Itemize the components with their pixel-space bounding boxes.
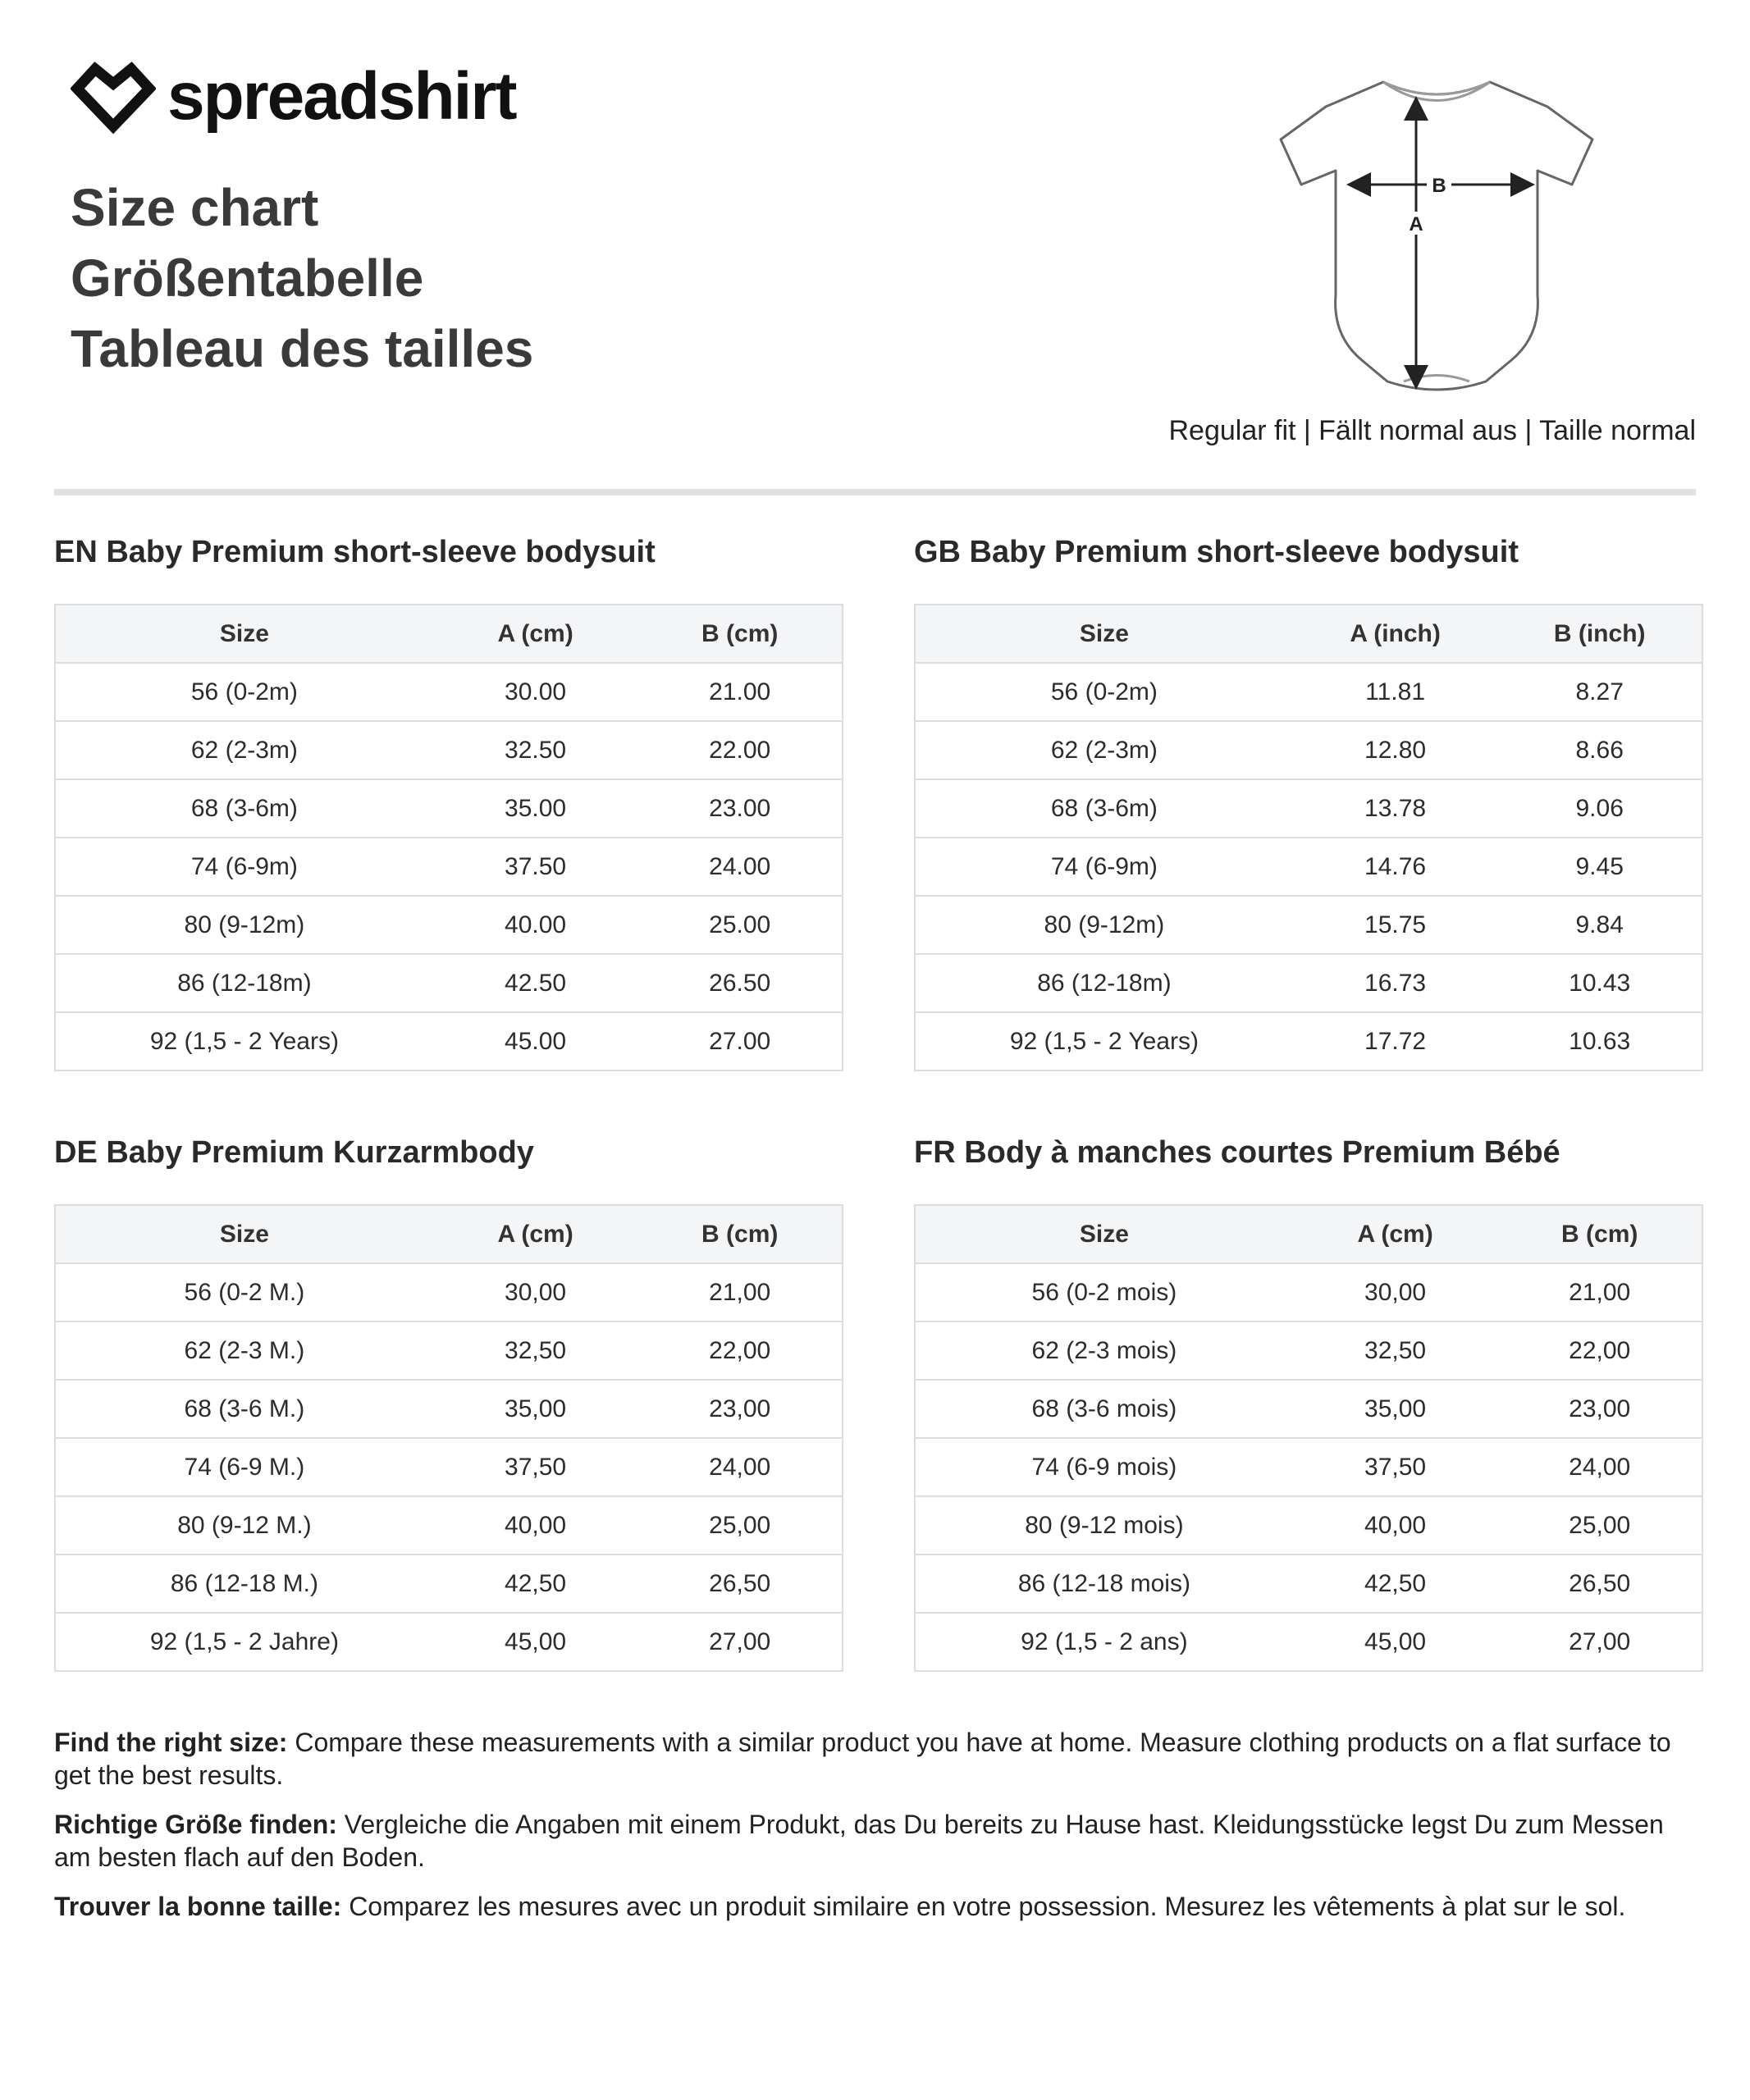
brand-logo xyxy=(71,59,516,135)
cell: 86 (12-18m) xyxy=(915,954,1293,1012)
cell: 68 (3-6m) xyxy=(55,779,433,838)
table-row xyxy=(915,838,1702,896)
cell: 56 (0-2 M.) xyxy=(55,1263,433,1322)
cell: 27,00 xyxy=(637,1613,843,1671)
col-header: B (cm) xyxy=(637,605,843,663)
cell: 22,00 xyxy=(1497,1322,1702,1380)
table-row xyxy=(915,1012,1702,1071)
cell: 24,00 xyxy=(1497,1438,1702,1496)
cell: 22,00 xyxy=(637,1322,843,1380)
col-header: B (cm) xyxy=(637,1205,843,1263)
note-en xyxy=(54,1726,1695,1792)
title-de: Größentabelle xyxy=(71,249,424,308)
cell: 26,50 xyxy=(637,1554,843,1613)
cell: 42.50 xyxy=(433,954,638,1012)
cell: 17.72 xyxy=(1293,1012,1498,1071)
cell: 40,00 xyxy=(433,1496,638,1554)
table-row xyxy=(915,1322,1702,1380)
table-row xyxy=(55,1263,843,1322)
cell: 74 (6-9 M.) xyxy=(55,1438,433,1496)
table-title-fr: FR Body à manches courtes Premium Bébé xyxy=(914,1135,1560,1170)
table-row xyxy=(55,1496,843,1554)
cell: 11.81 xyxy=(1293,663,1498,721)
fit-text: Regular fit | Fällt normal aus | Taille normal xyxy=(1168,415,1696,446)
cell: 25.00 xyxy=(637,896,843,954)
cell: 30,00 xyxy=(1293,1263,1498,1322)
cell: 68 (3-6 M.) xyxy=(55,1380,433,1438)
cell: 15.75 xyxy=(1293,896,1498,954)
table-row xyxy=(55,1380,843,1438)
cell: 74 (6-9m) xyxy=(915,838,1293,896)
cell: 9.45 xyxy=(1497,838,1702,896)
cell: 30.00 xyxy=(433,663,638,721)
cell: 92 (1,5 - 2 Years) xyxy=(915,1012,1293,1071)
table-row xyxy=(915,896,1702,954)
table-row xyxy=(55,896,843,954)
table-row xyxy=(55,954,843,1012)
cell: 62 (2-3m) xyxy=(915,721,1293,779)
cell: 23,00 xyxy=(637,1380,843,1438)
cell: 86 (12-18 M.) xyxy=(55,1554,433,1613)
note-text: Vergleiche die Angaben mit einem Produkt, das Du bereits zu Hause hast. Kleidungsstücke legst Du zum Messen am besten flach auf den Boden. xyxy=(54,1810,1664,1872)
cell: 86 (12-18 mois) xyxy=(915,1554,1293,1613)
cell: 10.63 xyxy=(1497,1012,1702,1071)
cell: 74 (6-9 mois) xyxy=(915,1438,1293,1496)
table-row xyxy=(55,838,843,896)
cell: 10.43 xyxy=(1497,954,1702,1012)
cell: 32,50 xyxy=(433,1322,638,1380)
cell: 22.00 xyxy=(637,721,843,779)
cell: 80 (9-12m) xyxy=(915,896,1293,954)
col-header: Size xyxy=(915,605,1293,663)
title-fr: Tableau des tailles xyxy=(71,319,534,378)
table-row xyxy=(55,1012,843,1071)
note-text: Comparez les mesures avec un produit similaire en votre possession. Mesurez les vêtements à plat sur le sol. xyxy=(341,1892,1626,1921)
cell: 26.50 xyxy=(637,954,843,1012)
cell: 23.00 xyxy=(637,779,843,838)
brand-name: spreadshirt xyxy=(167,59,516,134)
cell: 21.00 xyxy=(637,663,843,721)
col-header: A (inch) xyxy=(1293,605,1498,663)
table-row xyxy=(915,721,1702,779)
cell: 62 (2-3 mois) xyxy=(915,1322,1293,1380)
cell: 56 (0-2 mois) xyxy=(915,1263,1293,1322)
cell: 56 (0-2m) xyxy=(55,663,433,721)
table-row xyxy=(55,779,843,838)
col-header: Size xyxy=(915,1205,1293,1263)
table-row xyxy=(915,954,1702,1012)
cell: 35.00 xyxy=(433,779,638,838)
table-row xyxy=(55,721,843,779)
label-b: B xyxy=(1432,175,1446,197)
table-row xyxy=(915,779,1702,838)
table-row xyxy=(55,1438,843,1496)
table-row xyxy=(915,1554,1702,1613)
cell: 24,00 xyxy=(637,1438,843,1496)
note-label: Trouver la bonne taille: xyxy=(54,1892,342,1921)
cell: 62 (2-3m) xyxy=(55,721,433,779)
size-table-fr xyxy=(914,1204,1703,1672)
cell: 16.73 xyxy=(1293,954,1498,1012)
cell: 21,00 xyxy=(637,1263,843,1322)
bodysuit-measurement-icon xyxy=(1277,74,1597,402)
cell: 37,50 xyxy=(433,1438,638,1496)
table-title-en: EN Baby Premium short-sleeve bodysuit xyxy=(54,535,656,569)
cell: 14.76 xyxy=(1293,838,1498,896)
col-header: B (inch) xyxy=(1497,605,1702,663)
cell: 13.78 xyxy=(1293,779,1498,838)
table-row xyxy=(915,1613,1702,1671)
cell: 68 (3-6m) xyxy=(915,779,1293,838)
cell: 21,00 xyxy=(1497,1263,1702,1322)
cell: 68 (3-6 mois) xyxy=(915,1380,1293,1438)
cell: 45,00 xyxy=(1293,1613,1498,1671)
cell: 25,00 xyxy=(1497,1496,1702,1554)
cell: 74 (6-9m) xyxy=(55,838,433,896)
table-row xyxy=(55,1613,843,1671)
table-row xyxy=(915,1438,1702,1496)
cell: 37.50 xyxy=(433,838,638,896)
cell: 86 (12-18m) xyxy=(55,954,433,1012)
cell: 80 (9-12 M.) xyxy=(55,1496,433,1554)
table-row xyxy=(55,1322,843,1380)
table-row xyxy=(55,1554,843,1613)
page-titles xyxy=(71,172,533,384)
cell: 40.00 xyxy=(433,896,638,954)
cell: 9.84 xyxy=(1497,896,1702,954)
title-en: Size chart xyxy=(71,178,319,237)
note-text: Compare these measurements with a similar product you have at home. Measure clothing products on a flat surface to get the best results. xyxy=(54,1728,1671,1790)
cell: 9.06 xyxy=(1497,779,1702,838)
size-table-de xyxy=(54,1204,843,1672)
cell: 8.66 xyxy=(1497,721,1702,779)
col-header: A (cm) xyxy=(433,605,638,663)
note-label: Richtige Größe finden: xyxy=(54,1810,337,1839)
size-table-gb xyxy=(914,604,1703,1071)
cell: 32,50 xyxy=(1293,1322,1498,1380)
note-label: Find the right size: xyxy=(54,1728,288,1757)
col-header: Size xyxy=(55,1205,433,1263)
cell: 25,00 xyxy=(637,1496,843,1554)
cell: 8.27 xyxy=(1497,663,1702,721)
cell: 35,00 xyxy=(1293,1380,1498,1438)
table-row xyxy=(915,1380,1702,1438)
cell: 30,00 xyxy=(433,1263,638,1322)
cell: 92 (1,5 - 2 ans) xyxy=(915,1613,1293,1671)
table-row xyxy=(55,663,843,721)
note-fr xyxy=(54,1890,1695,1923)
col-header: B (cm) xyxy=(1497,1205,1702,1263)
table-title-gb: GB Baby Premium short-sleeve bodysuit xyxy=(914,535,1519,569)
col-header: Size xyxy=(55,605,433,663)
cell: 45.00 xyxy=(433,1012,638,1071)
cell: 35,00 xyxy=(433,1380,638,1438)
table-row xyxy=(915,1263,1702,1322)
cell: 27,00 xyxy=(1497,1613,1702,1671)
table-row xyxy=(915,663,1702,721)
cell: 23,00 xyxy=(1497,1380,1702,1438)
cell: 92 (1,5 - 2 Years) xyxy=(55,1012,433,1071)
cell: 27.00 xyxy=(637,1012,843,1071)
cell: 62 (2-3 M.) xyxy=(55,1322,433,1380)
size-table-en xyxy=(54,604,843,1071)
cell: 80 (9-12 mois) xyxy=(915,1496,1293,1554)
cell: 42,50 xyxy=(1293,1554,1498,1613)
cell: 24.00 xyxy=(637,838,843,896)
size-notes xyxy=(54,1726,1695,1939)
cell: 80 (9-12m) xyxy=(55,896,433,954)
col-header: A (cm) xyxy=(1293,1205,1498,1263)
cell: 56 (0-2m) xyxy=(915,663,1293,721)
cell: 37,50 xyxy=(1293,1438,1498,1496)
cell: 42,50 xyxy=(433,1554,638,1613)
note-de xyxy=(54,1808,1695,1874)
divider xyxy=(54,489,1696,495)
table-row xyxy=(915,1496,1702,1554)
cell: 32.50 xyxy=(433,721,638,779)
cell: 12.80 xyxy=(1293,721,1498,779)
table-title-de: DE Baby Premium Kurzarmbody xyxy=(54,1135,534,1170)
cell: 92 (1,5 - 2 Jahre) xyxy=(55,1613,433,1671)
label-a: A xyxy=(1409,213,1423,235)
heart-logo-icon xyxy=(71,59,156,135)
cell: 45,00 xyxy=(433,1613,638,1671)
cell: 26,50 xyxy=(1497,1554,1702,1613)
col-header: A (cm) xyxy=(433,1205,638,1263)
cell: 40,00 xyxy=(1293,1496,1498,1554)
